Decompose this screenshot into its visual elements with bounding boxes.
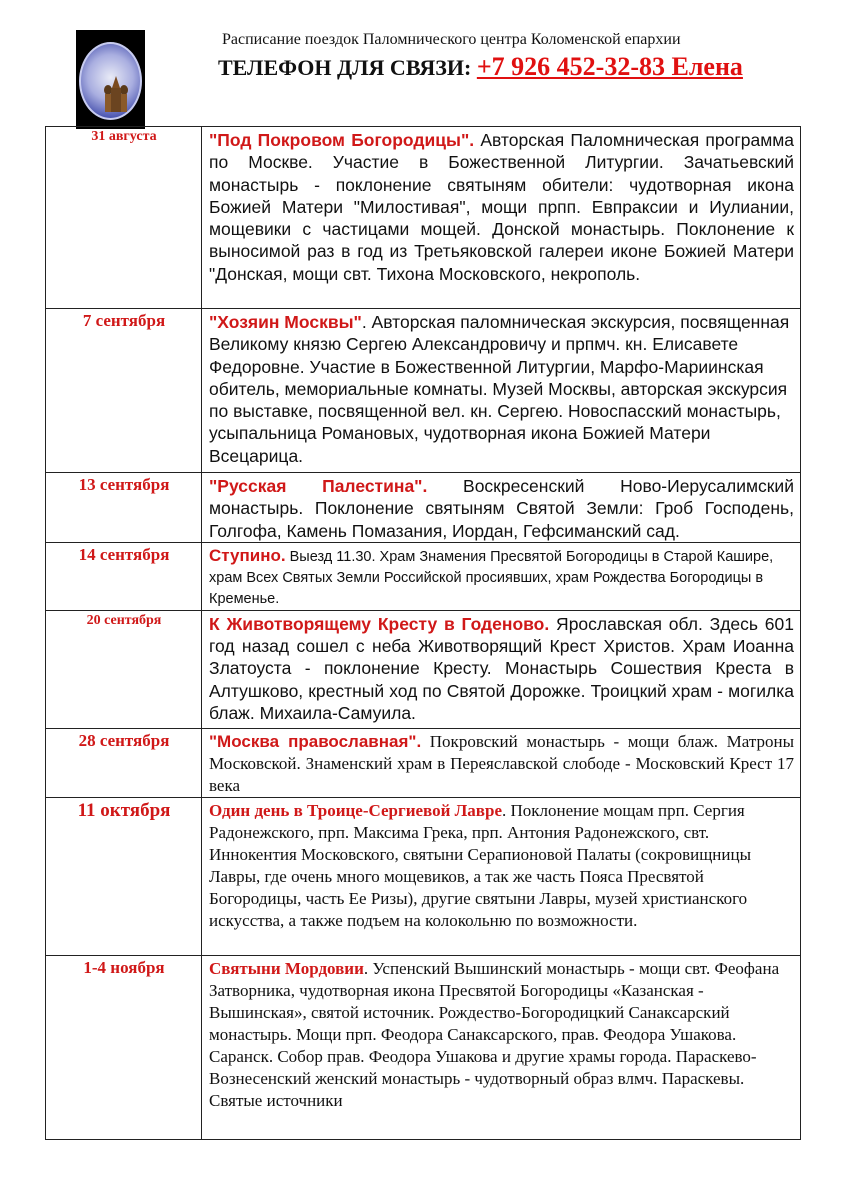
trip-date: 7 сентября [46,309,202,473]
trip-date: 13 сентября [46,473,202,543]
trip-title: К Животворящему Кресту в Годеново. [209,613,550,634]
pilgrimage-center-logo [76,30,145,129]
trip-description [202,728,801,797]
trip-date: 31 августа [46,127,202,309]
phone-number-link[interactable]: +7 926 452-32-83 Елена [476,52,743,81]
trip-title: "Русская Палестина". [209,476,428,496]
logo-disc [79,42,142,120]
table-row [46,473,801,543]
trip-text: Воскресенский Ново-Иерусалимский монастырь. Поклонение святыням Святой Земли: Гроб Господень, Голгофа, Камень Помазания, Иордан, Гефсиманский сад. [209,476,794,541]
trip-description [202,542,801,610]
trip-title: "Хозяин Москвы" [209,312,362,332]
contact-phone [218,52,743,82]
table-row [46,797,801,955]
trip-description [202,309,801,473]
trip-title: "Москва православная". [209,731,422,751]
trip-description [202,955,801,1139]
trip-title: Святыни Мордовии [209,958,364,978]
trip-date: 20 сентября [46,610,202,728]
trip-text: . Успенский Вышинский монастырь - мощи свт. Феофана Затворника, чудотворная икона Пресвятой Богородицы «Казанская - Вышинская», святой источник. Рождество-Богородицкий Санаксарский монастырь. Мощи прп. Феодора Санаксарского, прав. Феодора Ушакова. Саранск. Собор прав. Феодора Ушакова и другие храмы города. Параскево-Вознесенский женский монастырь - чудотворный образ влмч. Параскевы. Святые источники [209,958,780,1110]
trip-schedule-table [45,126,801,1140]
trip-date: 1-4 ноября [46,955,202,1139]
table-row [46,542,801,610]
trip-description [202,610,801,728]
trip-description [202,473,801,543]
trip-date: 14 сентября [46,542,202,610]
trip-description [202,797,801,955]
table-row [46,955,801,1139]
trip-text: . Авторская паломническая экскурсия, посвященная Великому князю Сергею Александровичу и прпмч. кн. Елисавете Федоровне. Участие в Божественной Литургии, Марфо-Мариинская обитель, мемориальные комнаты. Музей Москвы, авторская экскурсия по выставке, посвященной вел. кн. Сергею. Новоспасский монастырь, усыпальница Романовых, чудотворная икона Божией Матери Всецарица. [209,312,790,466]
trip-text: Авторская Паломническая программа по Москве. Участие в Божественной Литургии. Зачатьевский монастырь - поклонение святыням обители: чудотворная икона Божией Матери "Милостивая", мощи прпп. Евпраксии и Иулиании, мощевики с частицами мощей. Донской монастырь. Поклонение к выносимой раз в год из Третьяковской галереи иконе Божией Матери "Донская, мощи свт. Тихона Московского, некрополь. [209,130,795,284]
table-row [46,610,801,728]
trip-date: 11 октября [46,797,202,955]
trip-description [202,127,801,309]
trip-title: Ступино. [209,545,286,565]
trip-text: . Поклонение мощам прп. Сергия Радонежского, прп. Максима Грека, прп. Антония Радонежского, свт. Иннокентия Московского, святыни Серапионовой Палаты (сокровищницы Лавры, где очень много мощевиков, а так же часть Пояса Пресвятой Богородицы, часть Ее Ризы), другие святыни Лавры, музей христианского искусства, а также подъем на колокольню по возможности. [209,800,752,930]
table-row [46,728,801,797]
document-title: Расписание поездок Паломнического центра Коломенской епархии [222,31,681,48]
church-icon [101,74,131,114]
table-row [46,309,801,473]
trip-text: Выезд 11.30. Храм Знамения Пресвятой Богородицы в Старой Кашире, храм Всех Святых Земли Российской просиявших, храм Рождества Богородицы в Кременье. [209,548,774,607]
table-row [46,127,801,309]
trip-text: Покровский монастырь - мощи блаж. Матроны Московской. Знаменский храм в Переяславской слободе - Московский Крест 17 века [209,731,795,795]
trip-date: 28 сентября [46,728,202,797]
trip-title: "Под Покровом Богородицы". [209,130,475,150]
trip-text: Ярославская обл. Здесь 601 год назад сошел с неба Животворящий Крест Христов. Храм Иоанна Златоуста - поклонение Кресту. Монастырь Сошествия Креста в Алтушково, крестный ход по Святой Дорожке. Троицкий храм - могилка блаж. Михаила-Самуила. [209,613,795,724]
phone-label: ТЕЛЕФОН ДЛЯ СВЯЗИ: [218,55,472,80]
trip-title: Один день в Троице-Сергиевой Лавре [209,800,502,820]
